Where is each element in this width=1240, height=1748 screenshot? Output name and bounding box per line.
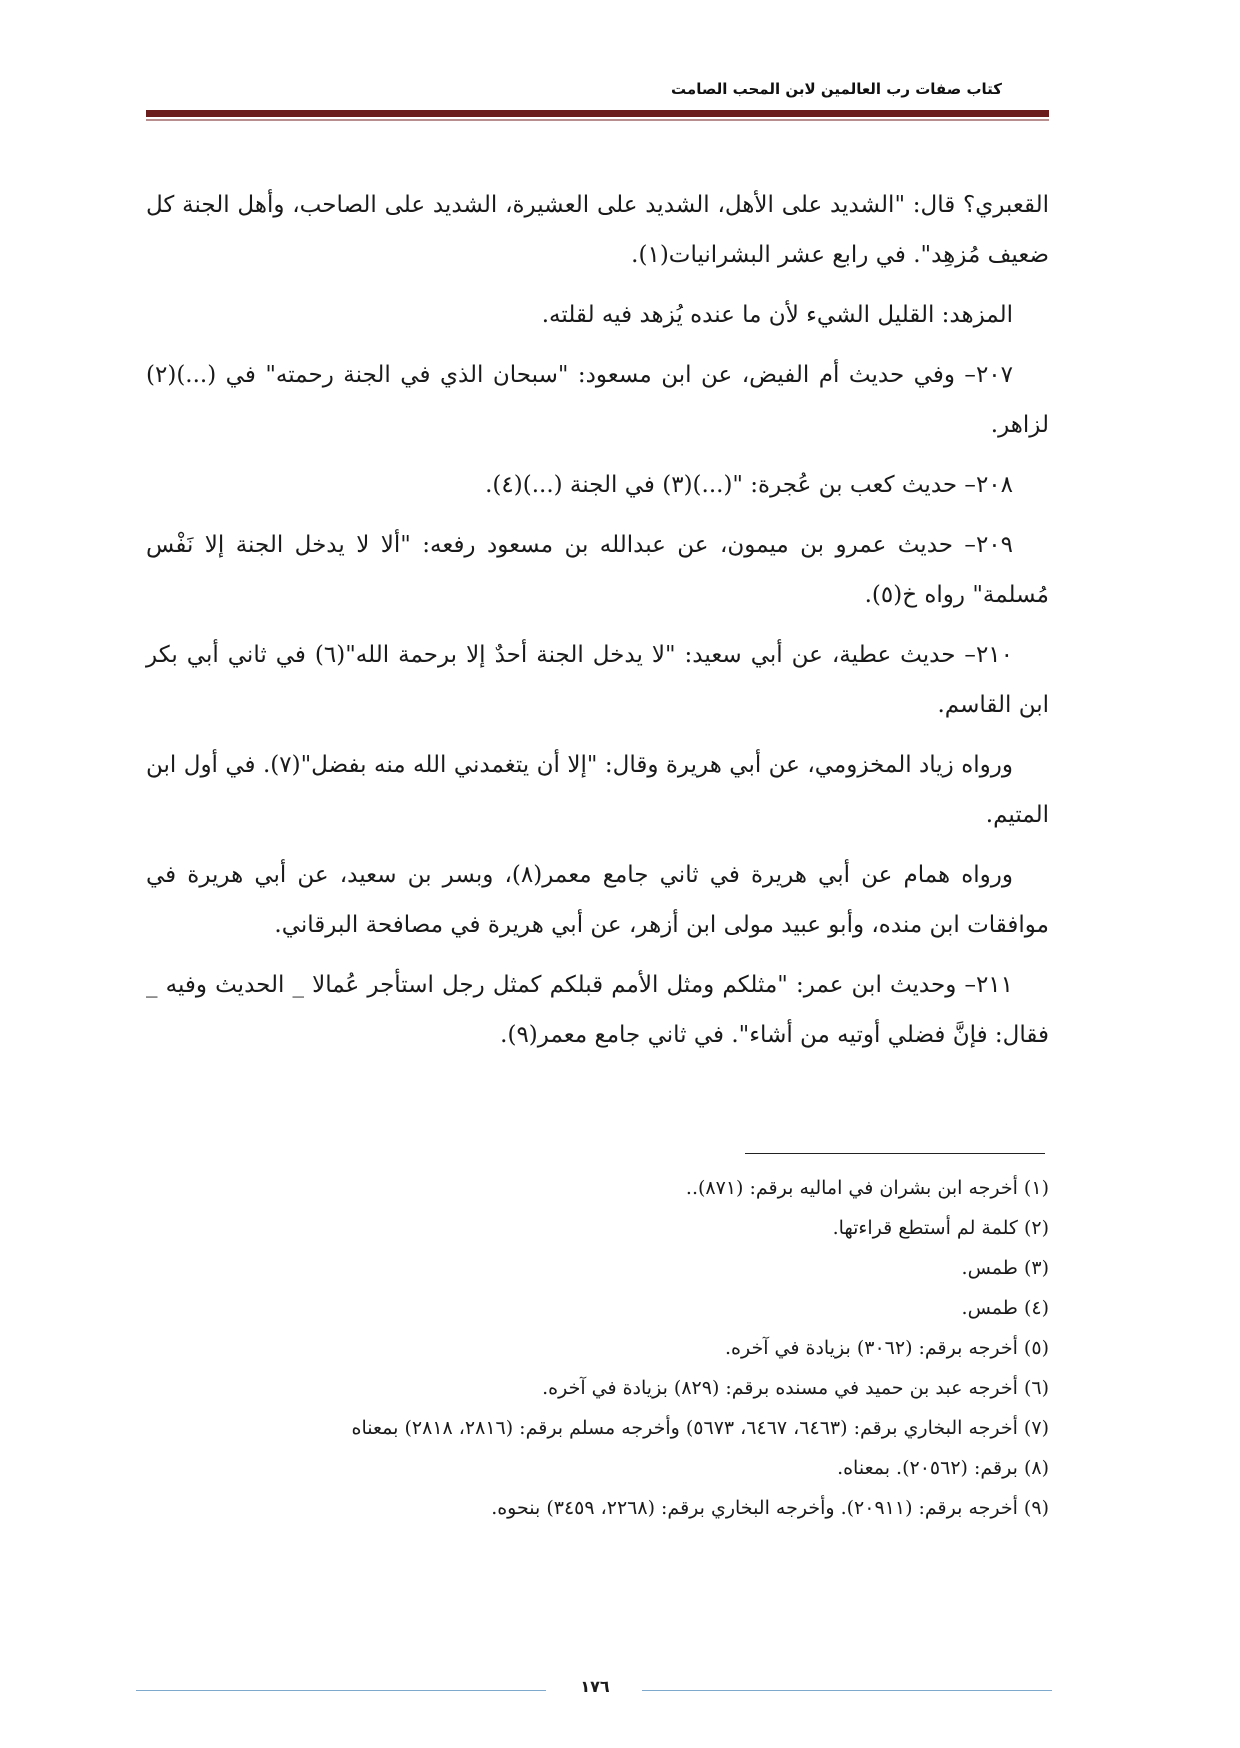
main-text xyxy=(146,180,1049,1070)
paragraph: ٢٠٩– حديث عمرو بن ميمون، عن عبدالله بن مسعود رفعه: "ألا لا يدخل الجنة إلا نَفْس مُسلمة" رواه خ(٥). xyxy=(146,532,1049,608)
footnote-separator xyxy=(745,1153,1045,1154)
footnote: (١) أخرجه ابن بشران في اماليه برقم: (٨٧١).. xyxy=(685,1177,1049,1199)
footnote: (٨) برقم: (٢٠٥٦٢). بمعناه. xyxy=(837,1457,1049,1479)
footer-rule-right xyxy=(642,1690,1052,1691)
running-header-title: كتاب صفات رب العالمين لابن المحب الصامت xyxy=(671,80,1002,98)
paragraph: ٢١١– وحديث ابن عمر: "مثلكم ومثل الأمم قبلكم كمثل رجل استأجر عُمالا _ الحديث وفيه _ فقال: فإنَّ فضلي أوتيه من أشاء". في ثاني جامع معمر(٩). xyxy=(146,972,1049,1048)
paragraph: ورواه همام عن أبي هريرة في ثاني جامع معمر(٨)، وبسر بن سعيد، عن أبي هريرة في موافقات ابن منده، وأبو عبيد مولى ابن أزهر، عن أبي هريرة في مصافحة البرقاني. xyxy=(146,862,1049,938)
header-rule-thin xyxy=(146,119,1049,121)
paragraph: ورواه زياد المخزومي، عن أبي هريرة وقال: "إلا أن يتغمدني الله منه بفضل"(٧). في أول ابن المتيم. xyxy=(146,752,1049,828)
footnote: (٤) طمس. xyxy=(961,1297,1049,1319)
header-rule xyxy=(146,110,1049,117)
footnote: (٧) أخرجه البخاري برقم: (٦٤٦٣، ٦٤٦٧، ٥٦٧٣) وأخرجه مسلم برقم: (٢٨١٦، ٢٨١٨) بمعناه xyxy=(351,1417,1049,1439)
paragraph: المزهد: القليل الشيء لأن ما عنده يُزهد فيه لقلته. xyxy=(541,302,1013,328)
footnote: (٩) أخرجه برقم: (٢٠٩١١). وأخرجه البخاري برقم: (٢٢٦٨، ٣٤٥٩) بنحوه. xyxy=(491,1497,1049,1519)
footnotes xyxy=(146,1168,1049,1528)
paragraph: ٢١٠– حديث عطية، عن أبي سعيد: "لا يدخل الجنة أحدٌ إلا برحمة الله"(٦) في ثاني أبي بكر ابن القاسم. xyxy=(146,642,1049,718)
footnote: (٥) أخرجه برقم: (٣٠٦٢) بزيادة في آخره. xyxy=(725,1337,1049,1359)
page-number: ١٧٦ xyxy=(580,1677,610,1696)
footnote: (٣) طمس. xyxy=(961,1257,1049,1279)
paragraph: القعبري؟ قال: "الشديد على الأهل، الشديد على العشيرة، الشديد على الصاحب، وأهل الجنة كل ضعيف مُزهِد". في رابع عشر البشرانيات(١). xyxy=(146,192,1049,268)
footer-rule-left xyxy=(136,1690,546,1691)
footnote: (٦) أخرجه عبد بن حميد في مسنده برقم: (٨٢٩) بزيادة في آخره. xyxy=(542,1377,1049,1399)
paragraph: ٢٠٧– وفي حديث أم الفيض، عن ابن مسعود: "سبحان الذي في الجنة رحمته" في (...)(٢) لزاهر. xyxy=(146,362,1049,438)
paragraph: ٢٠٨– حديث كعب بن عُجرة: "(...)(٣) في الجنة (...)(٤). xyxy=(485,472,1013,498)
footnote: (٢) كلمة لم أستطع قراءتها. xyxy=(832,1217,1049,1239)
